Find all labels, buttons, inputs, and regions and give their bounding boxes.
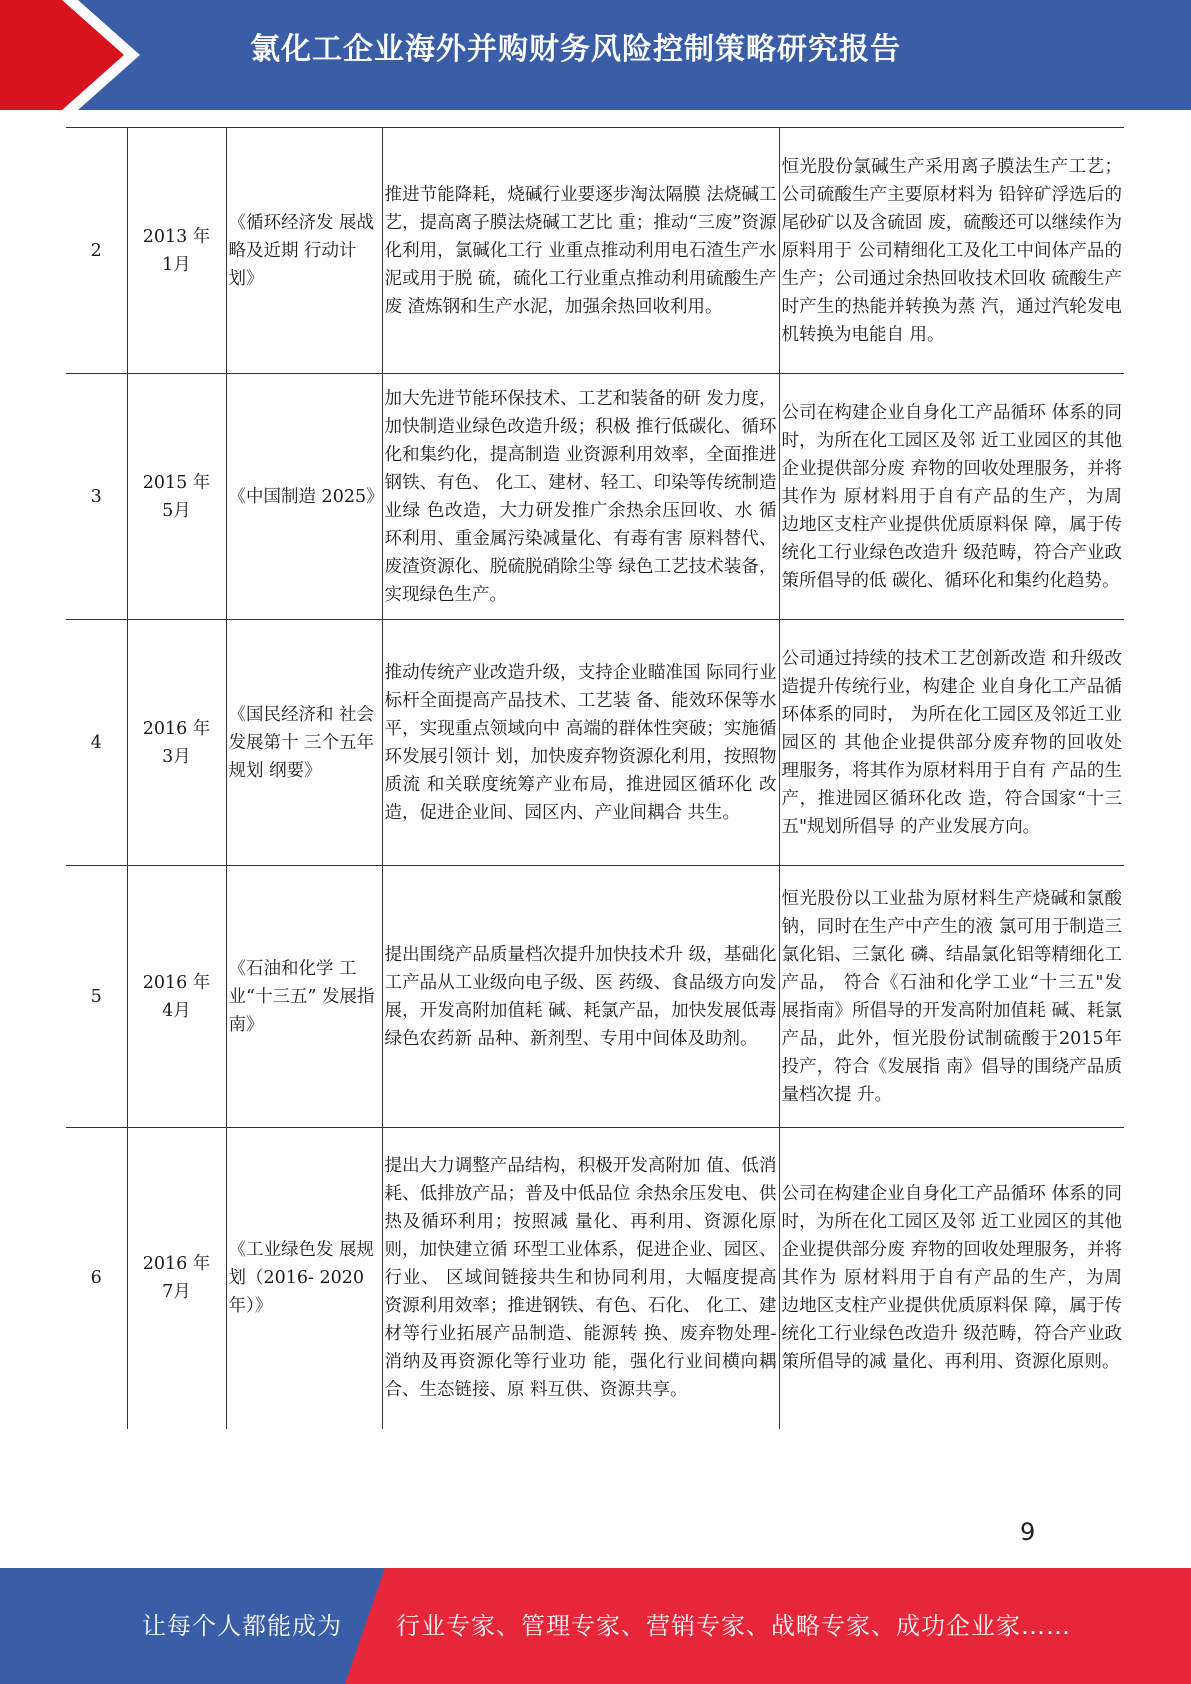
report-title: 氯化工企业海外并购财务风险控制策略研究报告 (250, 32, 901, 67)
table-row (66, 1128, 1124, 1429)
row-company-situation: 公司通过持续的技术工艺创新改造 和升级改造提升传统行业，构建企 业自身化工产品循环体系的同时， 为所在化工园区及邻近工业园区的 其他企业提供部分废弃物的回收处 理服务，将其作为原材料用于自有 产品的生产，推进园区循环化改 造，符合国家“十三五"规划所倡导 的产业发展方向。 (779, 620, 1124, 866)
row-document: 《国民经济和 社会发展第十 三个五年规划 纲要》 (226, 620, 382, 866)
row-date: 2016 年 3月 (127, 620, 226, 866)
row-date: 2013 年 1月 (127, 128, 226, 374)
row-number: 4 (66, 620, 127, 866)
page-number: 9 (1020, 1518, 1036, 1546)
row-policy-content: 推动传统产业改造升级，支持企业瞄准国 际同行业标杆全面提高产品技术、工艺装 备、能效环保等水平，实现重点领域向中 高端的群体性突破；实施循环发展引领计 划，加快废弃物资源化利用，按照物质流 和关联度统筹产业布局，推进园区循环化 改造，促进企业间、园区内、产业间耦合 共生。 (382, 620, 779, 866)
row-number: 6 (66, 1128, 127, 1429)
row-number: 2 (66, 128, 127, 374)
row-document: 《石油和化学 工业“十三五” 发展指南》 (226, 866, 382, 1128)
row-policy-content: 提出大力调整产品结构，积极开发高附加 值、低消耗、低排放产品；普及中低品位 余热余压发电、供热及循环利用；按照减 量化、再利用、资源化原则，加快建立循 环型工业体系，促进企业、园区、行业、 区域间链接共生和协同利用，大幅度提高 资源利用效率；推进钢铁、有色、石化、 化工、建材等行业拓展产品制造、能源转 换、废弃物处理-消纳及再资源化等行业功 能，强化行业间横向耦合、生态链接、原 料互供、资源共享。 (382, 1128, 779, 1429)
row-company-situation: 恒光股份以工业盐为原材料生产烧碱和氯酸钠，同时在生产中产生的液 氯可用于制造三氯化铝、三氯化 磷、结晶氯化铝等精细化工产品， 符合《石油和化学工业“十三五"发 展指南》所倡导的开发高附加值耗 碱、耗氯产品，此外，恒光股份试制硫酸于2015年投产，符合《发展指 南》倡导的围绕产品质量档次提 升。 (779, 866, 1124, 1128)
footer-slogan-left: 让每个人都能成为 (142, 1612, 342, 1640)
row-policy-content: 加大先进节能环保技术、工艺和装备的研 发力度，加快制造业绿色改造升级；积极 推行低碳化、循环化和集约化，提高制造 业资源利用效率，全面推进钢铁、有色、 化工、建材、轻工、印染等传统制造业绿 色改造，大力研发推广余热余压回收、水 循环利用、重金属污染减量化、有毒有害 原料替代、废渣资源化、脱硫脱硝除尘等 绿色工艺技术装备，实现绿色生产。 (382, 374, 779, 620)
row-number: 5 (66, 866, 127, 1128)
table-row (66, 374, 1124, 620)
header-arrow-decoration (0, 0, 150, 110)
row-document: 《循环经济发 展战略及近期 行动计划》 (226, 128, 382, 374)
header-banner (0, 0, 1191, 110)
row-company-situation: 公司在构建企业自身化工产品循环 体系的同时，为所在化工园区及邻 近工业园区的其他企业提供部分废 弃物的回收处理服务，并将其作为 原材料用于自有产品的生产，为周 边地区支柱产业提供优质原料保 障，属于传统化工行业绿色改造升 级范畴，符合产业政策所倡导的减 量化、再利用、资源化原则。 (779, 1128, 1124, 1429)
row-document: 《工业绿色发 展规划（2016- 2020年）》 (226, 1128, 382, 1429)
policy-table (66, 127, 1124, 1429)
row-date: 2016 年 7月 (127, 1128, 226, 1429)
row-company-situation: 公司在构建企业自身化工产品循环 体系的同时，为所在化工园区及邻 近工业园区的其他企业提供部分废 弃物的回收处理服务，并将其作为 原材料用于自有产品的生产，为周 边地区支柱产业提供优质原料保 障，属于传统化工行业绿色改造升 级范畴，符合产业政策所倡导的低 碳化、循环化和集约化趋势。 (779, 374, 1124, 620)
policy-table-container (66, 127, 1124, 1429)
row-policy-content: 提出围绕产品质量档次提升加快技术升 级，基础化工产品从工业级向电子级、医 药级、食品级方向发展，开发高附加值耗 碱、耗氯产品，加快发展低毒绿色农药新 品种、新剂型、专用中间体及助剂。 (382, 866, 779, 1128)
row-document: 《中国制造 2025》 (226, 374, 382, 620)
row-date: 2016 年 4月 (127, 866, 226, 1128)
table-row (66, 866, 1124, 1128)
table-row (66, 128, 1124, 374)
table-row (66, 620, 1124, 866)
footer-slogan-right: 行业专家、管理专家、营销专家、战略专家、成功企业家…… (396, 1612, 1071, 1640)
footer-banner (0, 1568, 1191, 1684)
row-company-situation: 恒光股份氯碱生产采用离子膜法生产工艺；公司硫酸生产主要原材料为 铅锌矿浮选后的尾砂矿以及含硫固 废，硫酸还可以继续作为原料用于 公司精细化工及化工中间体产品的 生产；公司通过余热回收技术回收 硫酸生产时产生的热能并转换为蒸 汽，通过汽轮发电机转换为电能自 用。 (779, 128, 1124, 374)
row-date: 2015 年 5月 (127, 374, 226, 620)
row-policy-content: 推进节能降耗，烧碱行业要逐步淘汰隔膜 法烧碱工艺，提高离子膜法烧碱工艺比 重；推动“三废”资源化利用，氯碱化工行 业重点推动利用电石渣生产水泥或用于脱 硫，硫化工行业重点推动利用硫酸生产废 渣炼钢和生产水泥，加强余热回收利用。 (382, 128, 779, 374)
row-number: 3 (66, 374, 127, 620)
